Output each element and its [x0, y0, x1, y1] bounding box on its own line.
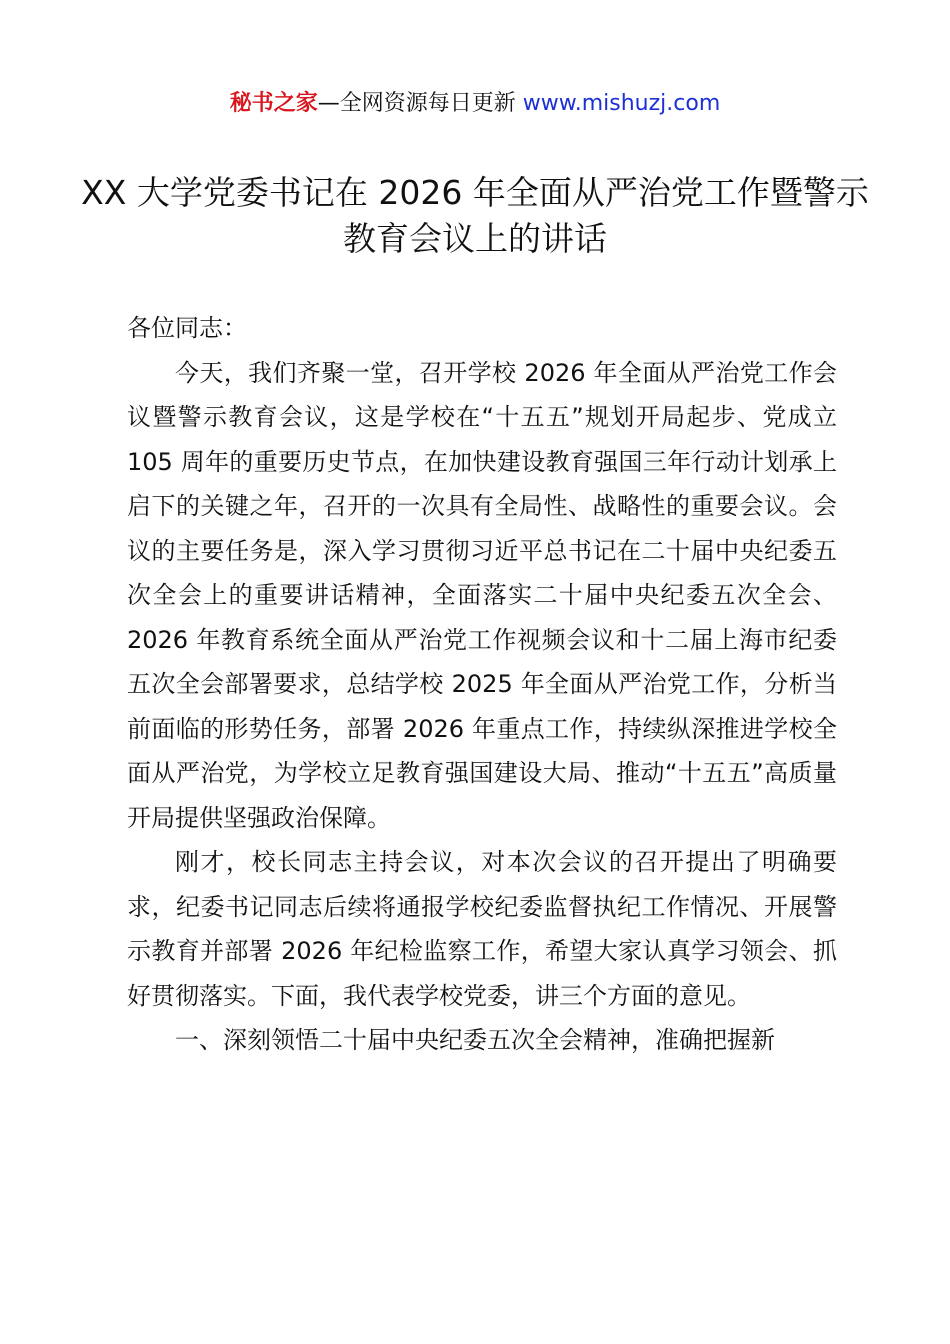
document-body	[127, 306, 837, 1063]
paragraph: 今天，我们齐聚一堂，召开学校 2026 年全面从严治党工作会议暨警示教育会议，这是学校在“十五五”规划开局起步、党成立 105 周年的重要历史节点，在加快建设教育强国三年行动计划承上启下的关键之年，召开的一次具有全局性、战略性的重要会议。会议的主要任务是，深入学习贯彻习近平总书记在二十届中央纪委五次全会上的重要讲话精神，全面落实二十届中央纪委五次全会、2026 年教育系统全面从严治党工作视频会议和十二届上海市纪委五次全会部署要求，总结学校 2025 年全面从严治党工作，分析当前面临的形势任务，部署 2026 年重点工作，持续纵深推进学校全面从严治党，为学校立足教育强国建设大局、推动“十五五”高质量开局提供坚强政治保障。	[127, 358, 837, 832]
site-header	[0, 88, 950, 120]
section-heading: 一、深刻领悟二十届中央纪委五次全会精神，准确把握新	[175, 1026, 775, 1054]
paragraph: 刚才，校长同志主持会议，对本次会议的召开提出了明确要求，纪委书记同志后续将通报学校纪委监督执纪工作情况、开展警示教育并部署 2026 年纪检监察工作，希望大家认真学习领会、抓好贯彻落实。下面，我代表学校党委，讲三个方面的意见。	[127, 848, 837, 1010]
document-title: XX 大学党委书记在 2026 年全面从严治党工作暨警示教育会议上的讲话	[81, 173, 869, 258]
site-url-link[interactable]: www.mishuzj.com	[522, 91, 721, 116]
salutation: 各位同志：	[127, 314, 247, 342]
header-slogan: —全网资源每日更新	[317, 91, 523, 116]
brand-name: 秘书之家	[229, 91, 318, 116]
